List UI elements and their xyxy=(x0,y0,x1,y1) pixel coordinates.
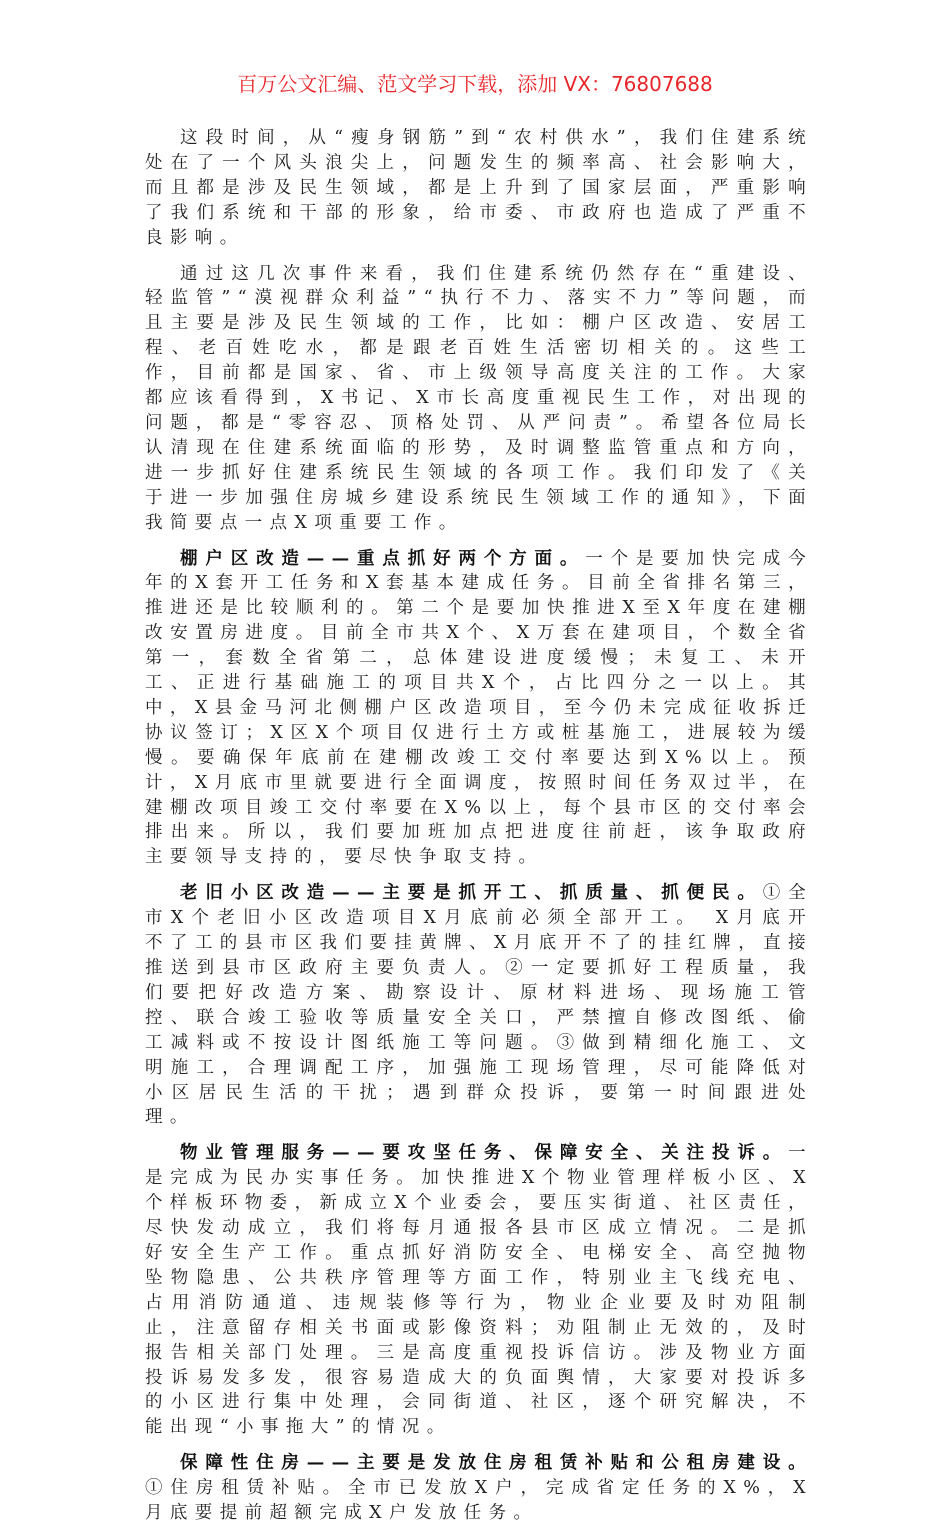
paragraph-property-management xyxy=(145,1141,813,1440)
paragraph-text: 一个是要加快完成今年的X套开工任务和X套基本建成任务。目前全省排名第三，推进还是比较顺利的。第二个是要加快推进X至X年度在建棚改安置房进度。目前全市共X个、X万套在建项目，个数全省第一，套数全省第二，总体建设进度缓慢；未复工、未开工、正进行基础施工的项目共X个，占比四分之一以上。其中，X县金马河北侧棚户区改造项目，至今仍未完成征收拆迁协议签订；X区X个项目仅进行土方或桩基施工，进展较为缓慢。要确保年底前在建棚改竣工交付率要达到X%以上。预计，X月底市里就要进行全面调度，按照时间任务双过半，在建棚改项目竣工交付率要在X%以上，每个县市区的交付率会排出来。所以，我们要加班加点把进度往前赶，该争取政府主要领导支持的，要尽快争取支持。 xyxy=(145,548,813,868)
paragraph-text: ①住房租赁补贴。全市已发放X户，完成省定任务的X%，X月底要提前超额完成X户发放任务。 xyxy=(145,1478,813,1524)
paragraph-text: 这段时间，从“瘦身钢筋”到“农村供水”，我们住建系统处在了一个风头浪尖上，问题发生的频率高、社会影响大，而且都是涉及民生领域，都是上升到了国家层面，严重影响了我们系统和干部的形象，给市委、市政府也造成了严重不良影响。 xyxy=(145,128,813,248)
paragraph-heading: 老旧小区改造——主要是抓开工、抓质量、抓便民。 xyxy=(180,883,763,904)
document-body xyxy=(145,126,813,1537)
paragraph-heading: 棚户区改造——重点抓好两个方面。 xyxy=(180,548,586,569)
paragraph-heading: 保障性住房——主要是发放住房租赁补贴和公租房建设。 xyxy=(180,1453,813,1474)
paragraph-situation xyxy=(145,262,813,536)
paragraph-text: ①全市X个老旧小区改造项目X月底前必须全部开工。 X月底开不了工的县市区我们要挂黄牌、X月底开不了的挂红牌，直接推送到县市区政府主要负责人。②一定要抓好工程质量，我们要把好改造方案、勘察设计、原材料进场、现场施工管控、联合竣工验收等质量安全关口，严禁擅自修改图纸、偷工减料或不按设计图纸施工等问题。③做到精细化施工、文明施工，合理调配工序，加强施工现场管理，尽可能降低对小区居民生活的干扰；遇到群众投诉，要第一时间跟进处理。 xyxy=(145,883,813,1128)
watermark-header: 百万公文汇编、范文学习下载，添加 VX：76807688 xyxy=(237,72,713,96)
paragraph-text: 一是完成为民办实事任务。加快推进X个物业管理样板小区、X个样板环物委，新成立X个业委会，要压实街道、社区责任，尽快发动成立，我们将每月通报各县市区成立情况。二是抓好安全生产工作。重点抓好消防安全、电梯安全、高空抛物坠物隐患、公共秩序管理等方面工作，特别业主飞线充电、占用消防通道、违规装修等行为，物业企业要及时劝阻制止，注意留存相关书面或影像资料；劝阻制止无效的，及时报告相关部门处理。三是高度重视投诉信访。涉及物业方面投诉易发多发，很容易造成大的负面舆情，大家要对投诉多的小区进行集中处理，会同街道、社区，逐个研究解决，不能出现“小事拖大”的情况。 xyxy=(145,1143,813,1438)
paragraph-text: 通过这几次事件来看，我们住建系统仍然存在“重建设、轻监管”“漠视群众利益”“执行不力、落实不力”等问题，而且主要是涉及民生领域的工作，比如：棚户区改造、安居工程、老百姓吃水，都是跟老百姓生活密切相关的。这些工作，目前都是国家、省、市上级领导高度关注的工作。大家都应该看得到，X书记、X市长高度重视民生工作，对出现的问题，都是“零容忍、顶格处罚、从严问责”。希望各位局长认清现在住建系统面临的形势，及时调整监管重点和方向，进一步抓好住建系统民生领域的各项工作。我们印发了《关于进一步加强住房城乡建设系统民生领域工作的通知》，下面我简要点一点X项重要工作。 xyxy=(145,263,813,533)
paragraph-heading: 物业管理服务——要攻坚任务、保障安全、关注投诉。 xyxy=(180,1143,789,1164)
paragraph-affordable-housing xyxy=(145,1451,813,1526)
paragraph-intro xyxy=(145,126,813,251)
paragraph-shantytown xyxy=(145,547,813,871)
paragraph-old-community xyxy=(145,881,813,1130)
